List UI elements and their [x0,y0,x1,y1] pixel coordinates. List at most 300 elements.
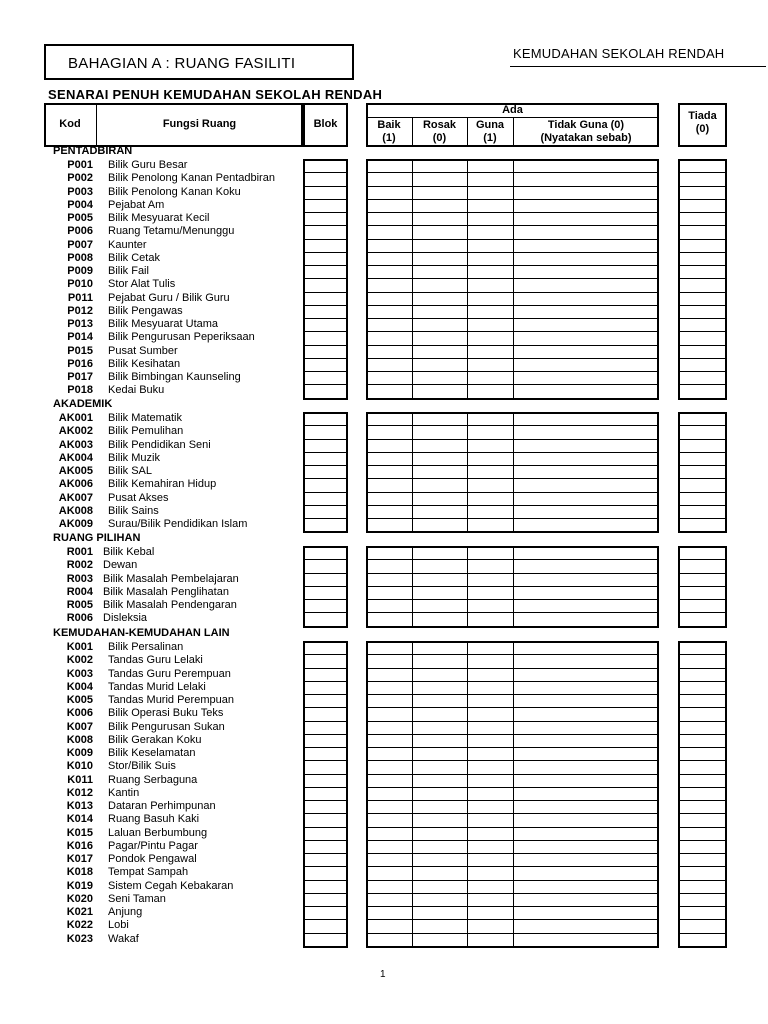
tidak-guna-cell[interactable] [514,801,658,812]
guna-cell[interactable] [468,655,512,666]
blok-cell[interactable] [304,346,347,357]
tiada-cell[interactable] [679,253,726,264]
tiada-cell[interactable] [679,841,726,852]
rosak-cell[interactable] [413,332,466,343]
tidak-guna-cell[interactable] [514,493,658,504]
guna-cell[interactable] [468,160,512,171]
guna-cell[interactable] [468,761,512,772]
rosak-cell[interactable] [413,293,466,304]
baik-cell[interactable] [367,385,411,396]
tidak-guna-cell[interactable] [514,440,658,451]
tiada-cell[interactable] [679,293,726,304]
rosak-cell[interactable] [413,547,466,558]
baik-cell[interactable] [367,920,411,931]
guna-cell[interactable] [468,894,512,905]
tiada-cell[interactable] [679,506,726,517]
rosak-cell[interactable] [413,466,466,477]
baik-cell[interactable] [367,682,411,693]
tiada-cell[interactable] [679,279,726,290]
tidak-guna-cell[interactable] [514,426,658,437]
blok-cell[interactable] [304,841,347,852]
guna-cell[interactable] [468,722,512,733]
rosak-cell[interactable] [413,385,466,396]
tidak-guna-cell[interactable] [514,479,658,490]
guna-cell[interactable] [468,253,512,264]
rosak-cell[interactable] [413,695,466,706]
tiada-cell[interactable] [679,413,726,424]
baik-cell[interactable] [367,306,411,317]
blok-cell[interactable] [304,293,347,304]
tidak-guna-cell[interactable] [514,920,658,931]
rosak-cell[interactable] [413,814,466,825]
baik-cell[interactable] [367,560,411,571]
rosak-cell[interactable] [413,240,466,251]
baik-cell[interactable] [367,814,411,825]
rosak-cell[interactable] [413,775,466,786]
tidak-guna-cell[interactable] [514,828,658,839]
tidak-guna-cell[interactable] [514,934,658,945]
guna-cell[interactable] [468,600,512,611]
blok-cell[interactable] [304,748,347,759]
tiada-cell[interactable] [679,187,726,198]
baik-cell[interactable] [367,253,411,264]
blok-cell[interactable] [304,426,347,437]
blok-cell[interactable] [304,200,347,211]
baik-cell[interactable] [367,359,411,370]
tiada-cell[interactable] [679,613,726,624]
tiada-cell[interactable] [679,519,726,530]
tiada-cell[interactable] [679,934,726,945]
rosak-cell[interactable] [413,854,466,865]
guna-cell[interactable] [468,479,512,490]
rosak-cell[interactable] [413,359,466,370]
tiada-cell[interactable] [679,587,726,598]
blok-cell[interactable] [304,934,347,945]
guna-cell[interactable] [468,841,512,852]
baik-cell[interactable] [367,293,411,304]
guna-cell[interactable] [468,359,512,370]
guna-cell[interactable] [468,735,512,746]
guna-cell[interactable] [468,213,512,224]
baik-cell[interactable] [367,669,411,680]
rosak-cell[interactable] [413,346,466,357]
tiada-cell[interactable] [679,213,726,224]
tidak-guna-cell[interactable] [514,385,658,396]
blok-cell[interactable] [304,332,347,343]
rosak-cell[interactable] [413,642,466,653]
guna-cell[interactable] [468,613,512,624]
blok-cell[interactable] [304,655,347,666]
blok-cell[interactable] [304,600,347,611]
baik-cell[interactable] [367,587,411,598]
guna-cell[interactable] [468,748,512,759]
tiada-cell[interactable] [679,160,726,171]
tiada-cell[interactable] [679,761,726,772]
tiada-cell[interactable] [679,695,726,706]
baik-cell[interactable] [367,319,411,330]
blok-cell[interactable] [304,881,347,892]
baik-cell[interactable] [367,453,411,464]
blok-cell[interactable] [304,613,347,624]
rosak-cell[interactable] [413,788,466,799]
tiada-cell[interactable] [679,560,726,571]
tiada-cell[interactable] [679,306,726,317]
baik-cell[interactable] [367,493,411,504]
blok-cell[interactable] [304,920,347,931]
tidak-guna-cell[interactable] [514,413,658,424]
tidak-guna-cell[interactable] [514,722,658,733]
tidak-guna-cell[interactable] [514,814,658,825]
rosak-cell[interactable] [413,708,466,719]
tidak-guna-cell[interactable] [514,613,658,624]
tidak-guna-cell[interactable] [514,587,658,598]
blok-cell[interactable] [304,560,347,571]
guna-cell[interactable] [468,519,512,530]
tidak-guna-cell[interactable] [514,907,658,918]
rosak-cell[interactable] [413,319,466,330]
tiada-cell[interactable] [679,493,726,504]
baik-cell[interactable] [367,187,411,198]
tidak-guna-cell[interactable] [514,881,658,892]
tidak-guna-cell[interactable] [514,332,658,343]
tiada-cell[interactable] [679,788,726,799]
rosak-cell[interactable] [413,920,466,931]
blok-cell[interactable] [304,319,347,330]
tidak-guna-cell[interactable] [514,735,658,746]
blok-cell[interactable] [304,775,347,786]
tiada-cell[interactable] [679,266,726,277]
tidak-guna-cell[interactable] [514,187,658,198]
tiada-cell[interactable] [679,920,726,931]
blok-cell[interactable] [304,788,347,799]
rosak-cell[interactable] [413,682,466,693]
blok-cell[interactable] [304,266,347,277]
tidak-guna-cell[interactable] [514,574,658,585]
tiada-cell[interactable] [679,682,726,693]
tidak-guna-cell[interactable] [514,788,658,799]
tiada-cell[interactable] [679,479,726,490]
rosak-cell[interactable] [413,735,466,746]
baik-cell[interactable] [367,479,411,490]
tidak-guna-cell[interactable] [514,293,658,304]
baik-cell[interactable] [367,854,411,865]
tidak-guna-cell[interactable] [514,519,658,530]
tiada-cell[interactable] [679,173,726,184]
rosak-cell[interactable] [413,655,466,666]
baik-cell[interactable] [367,213,411,224]
tiada-cell[interactable] [679,735,726,746]
guna-cell[interactable] [468,240,512,251]
guna-cell[interactable] [468,669,512,680]
rosak-cell[interactable] [413,187,466,198]
baik-cell[interactable] [367,775,411,786]
blok-cell[interactable] [304,413,347,424]
rosak-cell[interactable] [413,413,466,424]
rosak-cell[interactable] [413,266,466,277]
baik-cell[interactable] [367,828,411,839]
tidak-guna-cell[interactable] [514,453,658,464]
rosak-cell[interactable] [413,881,466,892]
guna-cell[interactable] [468,372,512,383]
blok-cell[interactable] [304,279,347,290]
tidak-guna-cell[interactable] [514,226,658,237]
baik-cell[interactable] [367,519,411,530]
guna-cell[interactable] [468,547,512,558]
tidak-guna-cell[interactable] [514,775,658,786]
guna-cell[interactable] [468,293,512,304]
blok-cell[interactable] [304,708,347,719]
blok-cell[interactable] [304,160,347,171]
rosak-cell[interactable] [413,200,466,211]
tiada-cell[interactable] [679,319,726,330]
baik-cell[interactable] [367,160,411,171]
blok-cell[interactable] [304,547,347,558]
baik-cell[interactable] [367,506,411,517]
rosak-cell[interactable] [413,574,466,585]
blok-cell[interactable] [304,187,347,198]
baik-cell[interactable] [367,788,411,799]
baik-cell[interactable] [367,695,411,706]
tiada-cell[interactable] [679,226,726,237]
baik-cell[interactable] [367,200,411,211]
guna-cell[interactable] [468,801,512,812]
rosak-cell[interactable] [413,306,466,317]
blok-cell[interactable] [304,226,347,237]
tiada-cell[interactable] [679,854,726,865]
guna-cell[interactable] [468,907,512,918]
blok-cell[interactable] [304,372,347,383]
tidak-guna-cell[interactable] [514,279,658,290]
rosak-cell[interactable] [413,479,466,490]
blok-cell[interactable] [304,506,347,517]
tiada-cell[interactable] [679,426,726,437]
tiada-cell[interactable] [679,867,726,878]
tidak-guna-cell[interactable] [514,466,658,477]
blok-cell[interactable] [304,722,347,733]
tidak-guna-cell[interactable] [514,359,658,370]
rosak-cell[interactable] [413,894,466,905]
tiada-cell[interactable] [679,828,726,839]
guna-cell[interactable] [468,775,512,786]
blok-cell[interactable] [304,695,347,706]
baik-cell[interactable] [367,735,411,746]
tiada-cell[interactable] [679,894,726,905]
guna-cell[interactable] [468,814,512,825]
tidak-guna-cell[interactable] [514,867,658,878]
guna-cell[interactable] [468,440,512,451]
baik-cell[interactable] [367,642,411,653]
baik-cell[interactable] [367,613,411,624]
guna-cell[interactable] [468,266,512,277]
baik-cell[interactable] [367,934,411,945]
guna-cell[interactable] [468,574,512,585]
rosak-cell[interactable] [413,253,466,264]
guna-cell[interactable] [468,920,512,931]
rosak-cell[interactable] [413,160,466,171]
tidak-guna-cell[interactable] [514,894,658,905]
tiada-cell[interactable] [679,359,726,370]
baik-cell[interactable] [367,748,411,759]
tiada-cell[interactable] [679,372,726,383]
rosak-cell[interactable] [413,934,466,945]
blok-cell[interactable] [304,735,347,746]
tidak-guna-cell[interactable] [514,266,658,277]
tiada-cell[interactable] [679,440,726,451]
baik-cell[interactable] [367,867,411,878]
baik-cell[interactable] [367,907,411,918]
blok-cell[interactable] [304,253,347,264]
tiada-cell[interactable] [679,240,726,251]
tidak-guna-cell[interactable] [514,319,658,330]
tiada-cell[interactable] [679,332,726,343]
baik-cell[interactable] [367,600,411,611]
rosak-cell[interactable] [413,669,466,680]
baik-cell[interactable] [367,466,411,477]
rosak-cell[interactable] [413,453,466,464]
rosak-cell[interactable] [413,828,466,839]
rosak-cell[interactable] [413,226,466,237]
tiada-cell[interactable] [679,574,726,585]
tidak-guna-cell[interactable] [514,346,658,357]
rosak-cell[interactable] [413,801,466,812]
blok-cell[interactable] [304,828,347,839]
guna-cell[interactable] [468,385,512,396]
rosak-cell[interactable] [413,748,466,759]
tidak-guna-cell[interactable] [514,213,658,224]
guna-cell[interactable] [468,695,512,706]
rosak-cell[interactable] [413,722,466,733]
blok-cell[interactable] [304,907,347,918]
tiada-cell[interactable] [679,669,726,680]
guna-cell[interactable] [468,506,512,517]
tidak-guna-cell[interactable] [514,761,658,772]
tiada-cell[interactable] [679,708,726,719]
tidak-guna-cell[interactable] [514,669,658,680]
baik-cell[interactable] [367,841,411,852]
baik-cell[interactable] [367,266,411,277]
tiada-cell[interactable] [679,547,726,558]
baik-cell[interactable] [367,240,411,251]
blok-cell[interactable] [304,587,347,598]
rosak-cell[interactable] [413,907,466,918]
tiada-cell[interactable] [679,346,726,357]
rosak-cell[interactable] [413,560,466,571]
guna-cell[interactable] [468,187,512,198]
baik-cell[interactable] [367,761,411,772]
guna-cell[interactable] [468,560,512,571]
blok-cell[interactable] [304,682,347,693]
baik-cell[interactable] [367,547,411,558]
baik-cell[interactable] [367,372,411,383]
rosak-cell[interactable] [413,493,466,504]
tiada-cell[interactable] [679,907,726,918]
tidak-guna-cell[interactable] [514,841,658,852]
rosak-cell[interactable] [413,426,466,437]
tidak-guna-cell[interactable] [514,372,658,383]
baik-cell[interactable] [367,655,411,666]
blok-cell[interactable] [304,669,347,680]
tiada-cell[interactable] [679,801,726,812]
baik-cell[interactable] [367,332,411,343]
tiada-cell[interactable] [679,655,726,666]
blok-cell[interactable] [304,359,347,370]
tiada-cell[interactable] [679,200,726,211]
guna-cell[interactable] [468,708,512,719]
tidak-guna-cell[interactable] [514,306,658,317]
blok-cell[interactable] [304,894,347,905]
baik-cell[interactable] [367,574,411,585]
blok-cell[interactable] [304,213,347,224]
blok-cell[interactable] [304,440,347,451]
tidak-guna-cell[interactable] [514,708,658,719]
tiada-cell[interactable] [679,385,726,396]
blok-cell[interactable] [304,173,347,184]
tidak-guna-cell[interactable] [514,253,658,264]
baik-cell[interactable] [367,173,411,184]
guna-cell[interactable] [468,332,512,343]
tidak-guna-cell[interactable] [514,173,658,184]
tiada-cell[interactable] [679,881,726,892]
blok-cell[interactable] [304,642,347,653]
tidak-guna-cell[interactable] [514,655,658,666]
tidak-guna-cell[interactable] [514,695,658,706]
guna-cell[interactable] [468,413,512,424]
baik-cell[interactable] [367,881,411,892]
guna-cell[interactable] [468,200,512,211]
baik-cell[interactable] [367,346,411,357]
baik-cell[interactable] [367,426,411,437]
tidak-guna-cell[interactable] [514,240,658,251]
blok-cell[interactable] [304,453,347,464]
rosak-cell[interactable] [413,372,466,383]
guna-cell[interactable] [468,682,512,693]
guna-cell[interactable] [468,828,512,839]
blok-cell[interactable] [304,854,347,865]
tidak-guna-cell[interactable] [514,200,658,211]
tiada-cell[interactable] [679,722,726,733]
guna-cell[interactable] [468,867,512,878]
guna-cell[interactable] [468,319,512,330]
guna-cell[interactable] [468,854,512,865]
baik-cell[interactable] [367,894,411,905]
rosak-cell[interactable] [413,440,466,451]
blok-cell[interactable] [304,814,347,825]
tidak-guna-cell[interactable] [514,506,658,517]
tiada-cell[interactable] [679,814,726,825]
blok-cell[interactable] [304,493,347,504]
blok-cell[interactable] [304,801,347,812]
blok-cell[interactable] [304,466,347,477]
blok-cell[interactable] [304,306,347,317]
tidak-guna-cell[interactable] [514,160,658,171]
rosak-cell[interactable] [413,600,466,611]
tidak-guna-cell[interactable] [514,642,658,653]
baik-cell[interactable] [367,708,411,719]
tiada-cell[interactable] [679,642,726,653]
rosak-cell[interactable] [413,506,466,517]
tiada-cell[interactable] [679,600,726,611]
blok-cell[interactable] [304,761,347,772]
blok-cell[interactable] [304,385,347,396]
guna-cell[interactable] [468,453,512,464]
tidak-guna-cell[interactable] [514,682,658,693]
rosak-cell[interactable] [413,613,466,624]
baik-cell[interactable] [367,279,411,290]
rosak-cell[interactable] [413,519,466,530]
blok-cell[interactable] [304,519,347,530]
guna-cell[interactable] [468,173,512,184]
rosak-cell[interactable] [413,173,466,184]
